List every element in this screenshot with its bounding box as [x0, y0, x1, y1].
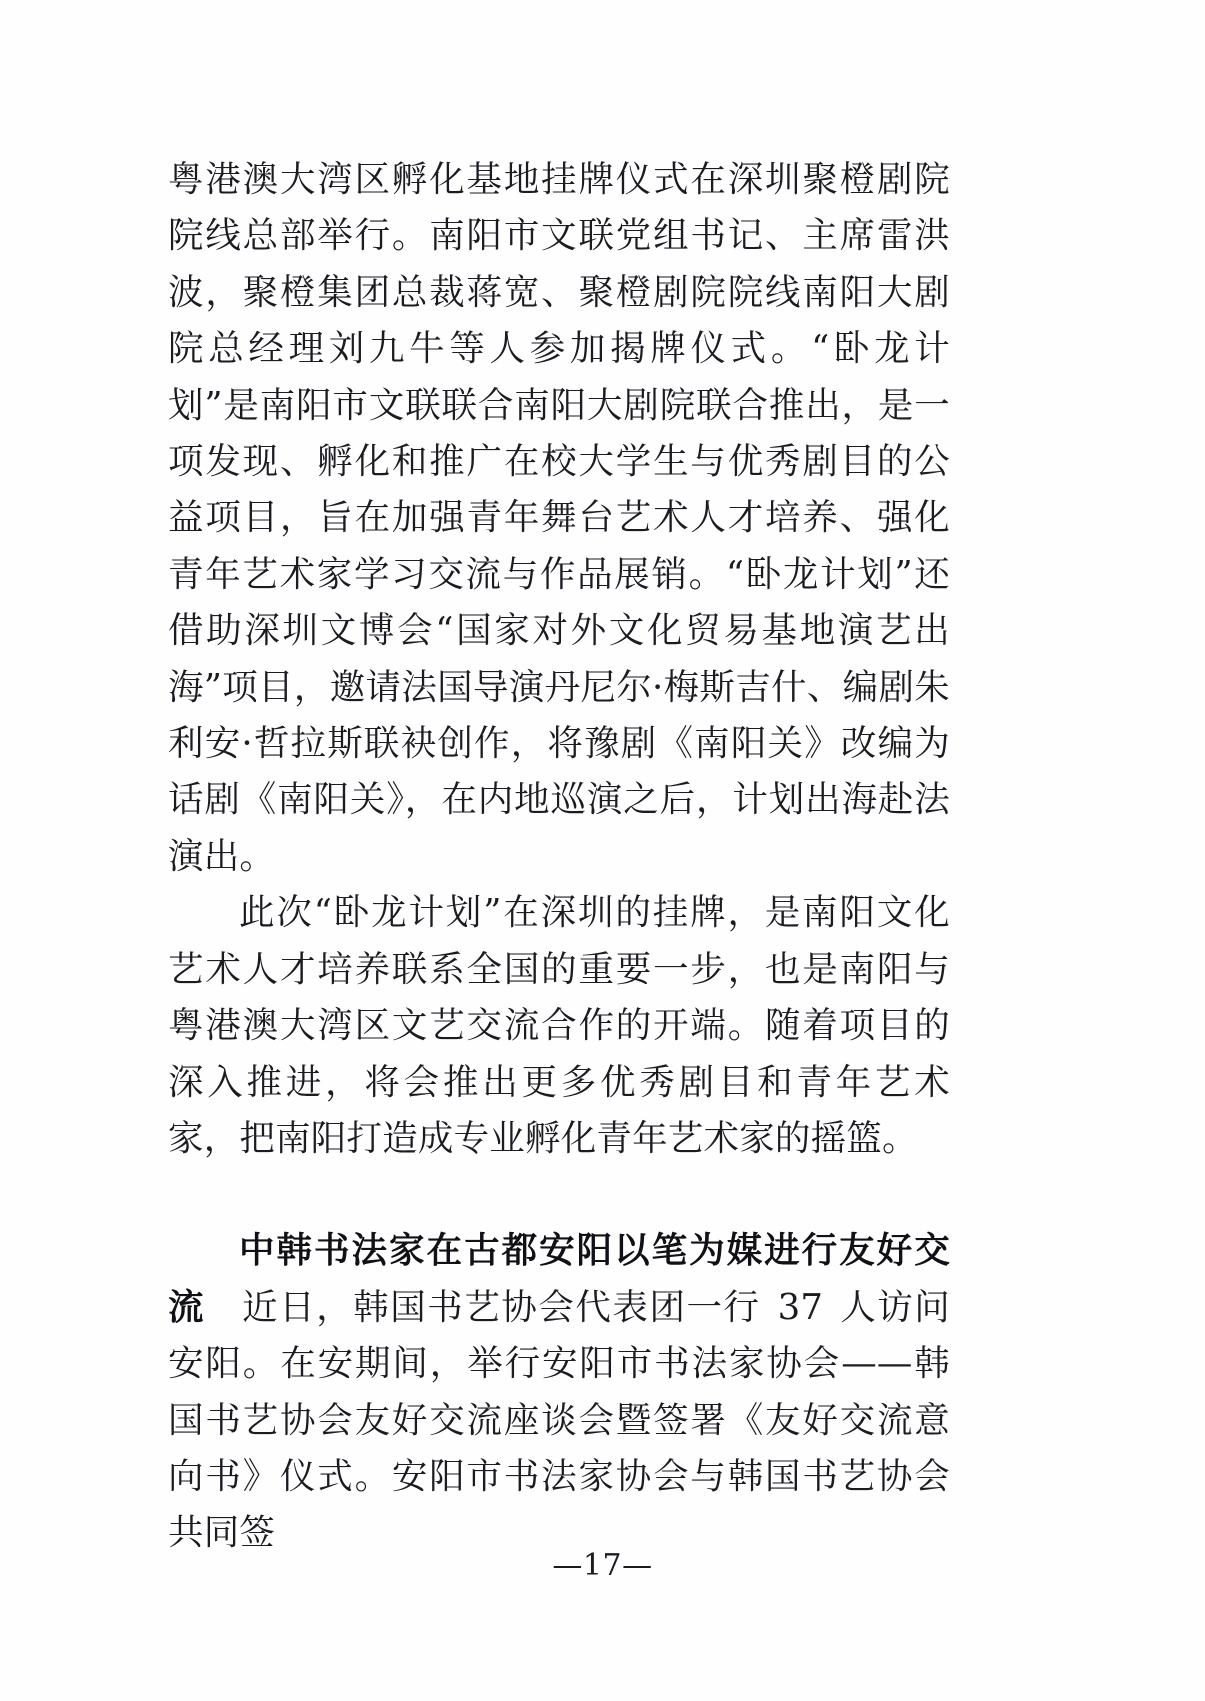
section-body-part-a: 近日，韩国书艺协会代表团一行 [205, 1286, 774, 1328]
section-heading-bold: 中韩书法家在古都安阳以笔为媒进行友好交流 [168, 1230, 950, 1328]
paragraph-wolong-shenzhen-significance: 此次“卧龙计划”在深圳的挂牌，是南阳文化艺术人才培养联系全国的重要一步，也是南阳与粤港澳大湾区文艺交流合作的开端。随着项目的深入推进，将会推出更多优秀剧目和青年艺术家，把南阳打造成专业孵化青年艺术家的摇篮。 [168, 892, 950, 1159]
delegation-member-count: 37 [777, 1286, 824, 1328]
page-number-footer: —17— [552, 1548, 653, 1583]
paragraph-continued-wolong-plan: 粤港澳大湾区孵化基地挂牌仪式在深圳聚橙剧院院线总部举行。南阳市文联党组书记、主席雷洪波，聚橙集团总裁蒋宽、聚橙剧院院线南阳大剧院总经理刘九牛等人参加揭牌仪式。“卧龙计划”是南阳市文联联合南阳大剧院联合推出，是一项发现、孵化和推广在校大学生与优秀剧目的公益项目，旨在加强青年舞台艺术人才培养、强化青年艺术家学习交流与作品展销。“卧龙计划”还借助深圳文博会“国家对外文化贸易基地演艺出海”项目，邀请法国导演丹尼尔·梅斯吉什、编剧朱利安·哲拉斯联袂创作，将豫剧《南阳关》改编为话剧《南阳关》，在内地巡演之后，计划出海赴法演出。 [168, 159, 950, 877]
page-content-column [168, 152, 950, 1562]
section-calligraphy-exchange [168, 1223, 950, 1561]
section-body-part-b: 人访问安阳。在安期间，举行安阳市书法家协会——韩国书艺协会友好交流座谈会暨签署《友好交流意向书》仪式。安阳市书法家协会与韩国书艺协会共同签 [168, 1286, 950, 1554]
